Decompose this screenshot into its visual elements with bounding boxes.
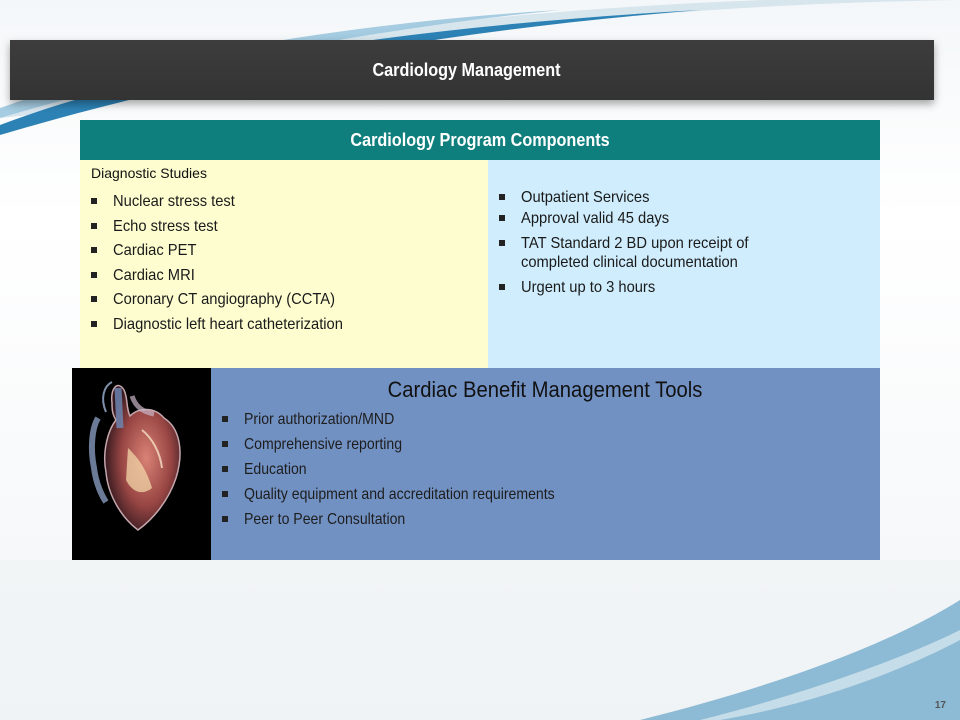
list-item-text: Cardiac PET [113,242,197,259]
list-item [488,188,868,207]
page-number: 17 [934,700,946,711]
title-bar [10,40,934,100]
services-column [488,160,880,368]
program-header [80,120,880,160]
list-item-text: Prior authorization/MND [244,411,395,428]
list-item-text: Approval valid 45 days [521,210,670,227]
list-item [488,278,868,297]
heart-anatomy-illustration [72,368,211,560]
bullet-icon [222,416,228,422]
bullet-icon [91,223,97,229]
bullet-icon [91,296,97,302]
list-item-text: Cardiac MRI [113,266,195,284]
bullet-icon [499,215,505,221]
services-list [488,188,868,301]
bullet-icon [499,284,505,290]
program-title: Cardiology Program Components [350,129,610,150]
list-item-text: Education [244,461,307,478]
list-item [80,290,363,315]
list-item [488,209,868,228]
list-item-text: Quality equipment and accreditation requirements [244,486,555,503]
list-item-text: Outpatient Services [521,189,650,206]
list-item-text: Echo stress test [113,217,218,235]
list-item-text: Urgent up to 3 hours [521,279,656,296]
bullet-icon [499,240,505,246]
tools-panel [211,368,880,560]
list-item [80,266,363,291]
list-item [80,217,363,242]
list-item [211,510,597,535]
tools-list [211,410,597,535]
list-item-text: Nuclear stress test [113,193,235,210]
bullet-icon [222,491,228,497]
diagnostic-studies-column [80,160,488,368]
list-item-text: Peer to Peer Consultation [244,511,406,528]
page-title: Cardiology Management [372,59,562,80]
diagnostic-studies-heading: Diagnostic Studies [91,165,207,181]
list-item [80,192,363,217]
bullet-icon [91,321,97,327]
program-body [80,160,880,368]
list-item [80,315,363,340]
heart-icon [72,368,211,560]
list-item [211,460,597,485]
list-item [211,435,597,460]
tools-title-text: Cardiac Benefit Management Tools [388,377,703,402]
list-item-text: Diagnostic left heart catheterization [113,315,343,333]
list-item-text: Comprehensive reporting [244,436,403,453]
bullet-icon [499,194,505,200]
bullet-icon [222,466,228,472]
list-item [211,410,597,435]
benefit-management-tools [72,368,880,560]
list-item-text: TAT Standard 2 BD upon receipt of completed clinical documentation [521,235,749,271]
diagnostic-list [80,192,363,339]
bullet-icon [222,441,228,447]
program-components-table [80,120,880,368]
list-item-text: Coronary CT angiography (CCTA) [113,291,335,308]
list-item [211,485,597,510]
bullet-icon [91,247,97,253]
bullet-icon [91,272,97,278]
tools-title [211,377,880,403]
bullet-icon [222,516,228,522]
list-item [488,234,868,272]
list-item [80,241,363,266]
bullet-icon [91,198,97,204]
